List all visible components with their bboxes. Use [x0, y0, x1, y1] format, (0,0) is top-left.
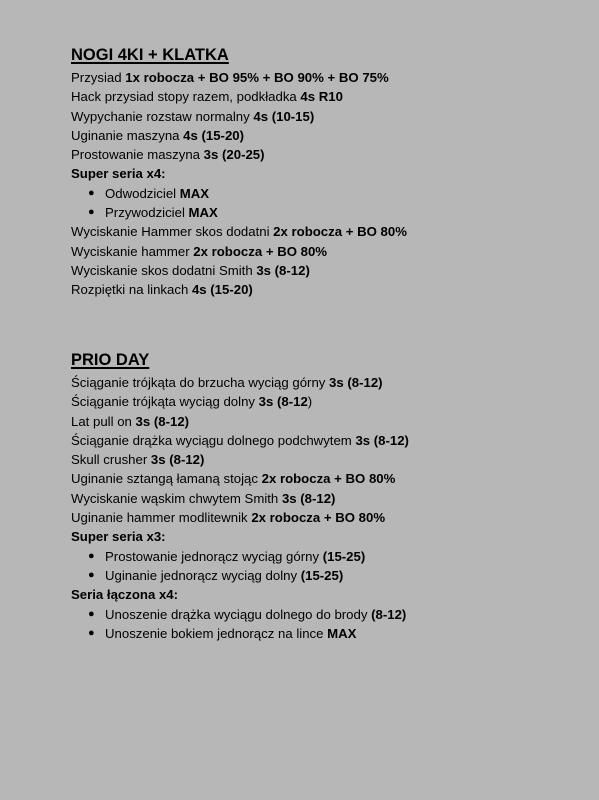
exercise-line — [71, 469, 571, 488]
exercise-line — [71, 280, 571, 299]
exercise-spec: 4s R10 — [300, 89, 343, 105]
exercise-name: Wyciskanie wąskim chwytem Smith — [71, 490, 282, 506]
exercise-name: Uginanie sztangą łamaną stojąc — [71, 471, 262, 487]
exercise-name: Skull crusher — [71, 452, 151, 468]
exercise-name: Uginanie maszyna — [71, 127, 184, 143]
exercise-spec: (15-25) — [322, 548, 366, 564]
exercise-name: Prostowanie maszyna — [71, 147, 204, 163]
exercise-spec: 3s (8-12 — [258, 394, 308, 410]
exercise-list — [71, 373, 571, 643]
exercise-line — [71, 431, 571, 450]
exercise-line — [71, 68, 571, 87]
exercise-line — [71, 242, 571, 261]
exercise-name: Wyciskanie skos dodatni Smith — [71, 262, 257, 278]
exercise-line — [71, 145, 571, 164]
bullet-item — [71, 624, 571, 643]
exercise-name: Rozpiętki na linkach — [71, 282, 192, 298]
exercise-name: Ściąganie trójkąta wyciąg dolny — [71, 394, 259, 410]
group-label — [71, 164, 571, 183]
exercise-name: Ściąganie drążka wyciągu dolnego podchwytem — [71, 432, 356, 448]
exercise-line — [71, 222, 571, 241]
exercise-spec: (15-25) — [300, 567, 344, 583]
exercise-spec: 3s (8-12) — [281, 490, 336, 506]
exercise-line — [71, 107, 571, 126]
exercise-spec: MAX — [179, 185, 210, 201]
exercise-line — [71, 412, 571, 431]
exercise-spec: MAX — [327, 625, 357, 641]
bullet-item — [71, 184, 571, 203]
exercise-line — [71, 392, 571, 411]
exercise-line — [71, 489, 571, 508]
exercise-spec: MAX — [188, 205, 218, 221]
group-label — [71, 527, 571, 546]
exercise-name: Unoszenie drążka wyciągu dolnego do brody — [105, 606, 372, 622]
exercise-name: Przywodziciel — [105, 205, 189, 221]
section-heading: PRIO DAY — [71, 351, 150, 369]
group-label-text: Super seria x4: — [71, 166, 166, 182]
exercise-spec: 3s (20-25) — [203, 147, 265, 163]
exercise-name: Lat pull on — [71, 413, 136, 429]
bullet-icon: ● — [88, 568, 95, 581]
exercise-name: Unoszenie bokiem jednorącz na lince — [105, 625, 328, 641]
exercise-spec: 2x robocza + BO 80% — [193, 243, 328, 259]
bullet-icon: ● — [88, 607, 95, 620]
exercise-tail: ) — [307, 394, 313, 410]
exercise-list — [71, 68, 571, 300]
exercise-spec: 2x robocza + BO 80% — [273, 224, 407, 240]
exercise-spec: 3s (8-12) — [150, 452, 205, 468]
exercise-spec: 3s (8-12) — [329, 375, 383, 390]
exercise-spec: 4s (10-15) — [253, 108, 315, 124]
exercise-spec: 2x robocza + BO 80% — [251, 510, 386, 526]
exercise-line — [71, 450, 571, 469]
bullet-icon: ● — [88, 626, 95, 639]
exercise-spec: 2x robocza + BO 80% — [261, 471, 396, 487]
bullet-icon: ● — [88, 186, 95, 199]
exercise-name: Hack przysiad stopy razem, podkładka — [71, 89, 301, 105]
exercise-spec: 1x robocza + BO 95% + BO 90% + BO 75% — [125, 70, 389, 85]
exercise-spec: (8-12) — [371, 606, 407, 622]
group-label-text: Seria łączona x4: — [71, 587, 179, 603]
exercise-line — [71, 87, 571, 106]
exercise-name: Uginanie hammer modlitewnik — [71, 510, 252, 526]
exercise-line — [71, 126, 571, 145]
bullet-icon: ● — [88, 206, 95, 219]
section-nogi-klatka — [71, 44, 571, 300]
section-prio-day — [71, 349, 571, 643]
exercise-line — [71, 261, 571, 280]
bullet-item — [71, 605, 571, 624]
exercise-name: Ściąganie trójkąta do brzucha wyciąg górny — [71, 375, 330, 390]
exercise-name: Wypychanie rozstaw normalny — [71, 108, 254, 124]
section-heading: NOGI 4KI + KLATKA — [71, 46, 229, 64]
exercise-name: Prostowanie jednorącz wyciąg górny — [105, 548, 323, 564]
exercise-line — [71, 373, 571, 392]
exercise-spec: 4s (15-20) — [183, 127, 245, 143]
bullet-item — [71, 203, 571, 222]
exercise-spec: 3s (8-12) — [135, 413, 190, 429]
exercise-name: Przysiad — [71, 70, 126, 85]
group-label-text: Super seria x3: — [71, 529, 166, 545]
group-label — [71, 585, 571, 604]
exercise-name: Odwodziciel — [105, 185, 180, 201]
exercise-name: Wyciskanie hammer — [71, 243, 194, 259]
exercise-name: Uginanie jednorącz wyciąg dolny — [105, 567, 301, 583]
exercise-name: Wyciskanie Hammer skos dodatni — [71, 224, 274, 240]
exercise-spec: 3s (8-12) — [355, 432, 409, 448]
bullet-item — [71, 547, 571, 566]
exercise-spec: 3s (8-12) — [256, 262, 310, 278]
exercise-spec: 4s (15-20) — [191, 282, 253, 298]
bullet-item — [71, 566, 571, 585]
exercise-line — [71, 508, 571, 527]
bullet-icon: ● — [88, 549, 95, 562]
